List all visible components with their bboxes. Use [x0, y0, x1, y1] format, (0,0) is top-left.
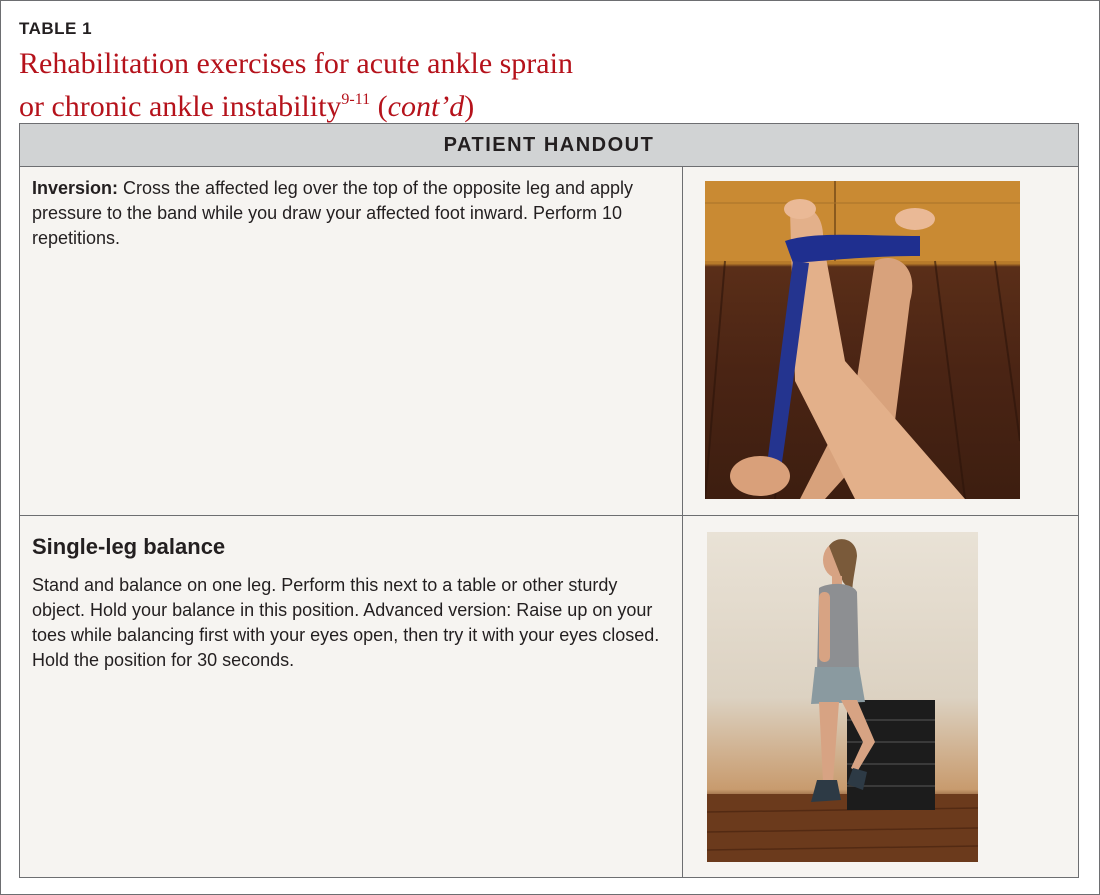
title-continued: cont’d — [387, 90, 465, 123]
inversion-exercise-photo — [705, 181, 1020, 499]
exercise-row-inversion — [20, 166, 1078, 516]
title-line-2: or chronic ankle instability — [19, 90, 342, 123]
exercise-name: Inversion: — [32, 178, 119, 198]
table-label: TABLE 1 — [19, 19, 93, 38]
title-cont-open: ( — [370, 90, 388, 123]
exercise-instructions: Cross the affected leg over the top of the opposite leg and apply pressure to the band while you draw your affected foot inward. Perform 10 repetitions. — [32, 178, 634, 248]
exercise-instructions: Stand and balance on one leg. Perform this next to a table or other sturdy object. Hold your balance in this position. Advanced version: Raise up on your toes while balancing first with your eyes open, then try it with your eyes closed. Hold the position for 30 seconds. — [32, 575, 660, 670]
exercise-photo-cell — [683, 516, 1078, 877]
title-references: 9-11 — [341, 91, 371, 108]
title-cont-close: ) — [464, 90, 475, 123]
title-line-1: Rehabilitation exercises for acute ankle sprain — [19, 47, 573, 80]
handout-header: PATIENT HANDOUT — [20, 124, 1078, 167]
exercise-row-single-leg-balance — [20, 516, 1078, 877]
exercise-photo-cell — [683, 166, 1078, 515]
single-leg-balance-photo — [707, 532, 978, 862]
exercise-description — [20, 166, 683, 515]
patient-handout-table — [19, 123, 1079, 878]
exercise-heading: Single-leg balance — [32, 534, 226, 559]
exercise-description — [20, 516, 683, 877]
table-title — [19, 46, 779, 125]
